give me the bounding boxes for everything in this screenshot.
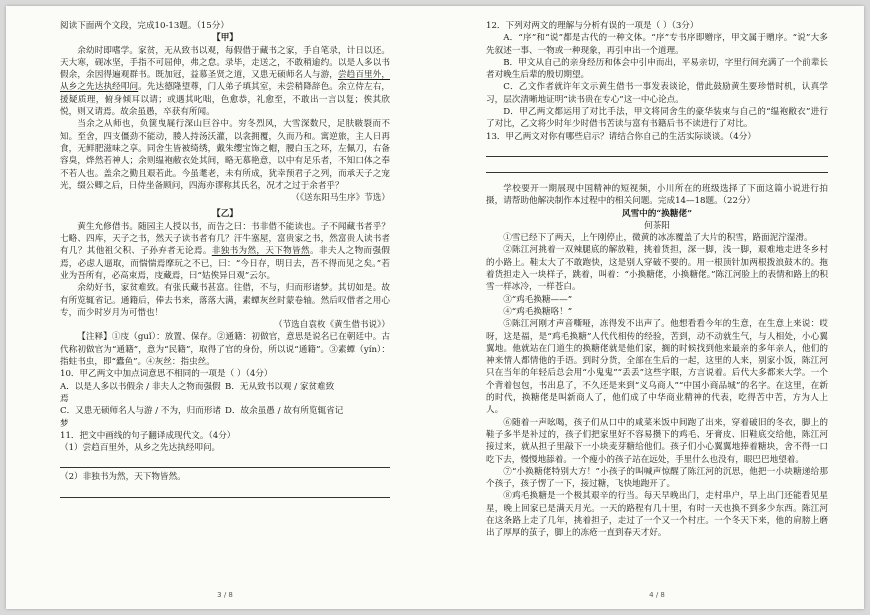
question-10-options-row-1: [60, 381, 390, 406]
question-10-options-row-2: [60, 405, 390, 430]
story-paragraph-3: ③“鸡毛换糖——”: [503, 294, 573, 305]
story-paragraph-4: ④“鸡毛换糖咯！”: [503, 306, 573, 317]
story-paragraph-2: ②陈江河挑着一双辣腿底的解放鞋，挑着货担，深一脚，浅一脚，艰难地走进冬乡村的小路上。鞋太大了不敢跑快，这是别人穿破不要的。用一根顶针加两根拨浪鼓木的。拖着货担走入一块样子，跳着，叫着：“小换糖佬，小换糖佬。”陈江河脸上的表情和路上的积雪一样冰冷，一样苍白。: [486, 245, 828, 293]
passage-yi-paragraph-2: 余幼好书，家贫难致。有张氏藏书甚富。往借，不与，归而形诸梦。其切如是。故有所览辄省记。通籍后，俸去书来，落落大满，素蟫灰丝时蒙卷轴。然后叹借者之用心专，而少时岁月为可惜也！: [60, 283, 390, 318]
story-paragraph-7: ⑦“小换糖佬特别大方！”小孩子的叫喊声惊醒了陈江河的沉思，他把一小块糖递给那个孩子，孩子愣了一下，接过糖，飞快地跑开了。: [486, 466, 828, 490]
question-12-option-d[interactable]: D．甲乙两文都运用了对比手法，甲文将同舍生的豪华装束与自己的“缊袍敝衣”进行了对比，乙文将少时年少时借书苦读与富有书籍后书不读进行了对比。: [486, 107, 828, 130]
story-title: 风雪中的“换糖佬”: [621, 208, 693, 219]
answer-line-11-1[interactable]: [60, 455, 390, 468]
question-11: 11．把文中画线的句子翻译成现代文。（4分）: [60, 430, 236, 441]
story-author: 何茶阳: [644, 220, 670, 231]
passage-jia-title: 【甲】: [212, 33, 238, 44]
question-12-option-c[interactable]: C．乙文作者就许年文示黄生借书一事发表谈论，借此鼓励黄生要珍惜时机，认真学习，层次清晰地证明“读书贵在专心”这一中心论点。: [486, 82, 828, 105]
question-10-option-a[interactable]: A．以是人多以书假余 / 非夫人之物而强假焉: [60, 381, 221, 404]
story-paragraph-8: ⑧鸡毛换糖是一个极其艰辛的行当。每天早晚出门，走村串户，早上出门还能看见星星，晚上回家已是满天月光。一天的路程有几十里，有时一天也换不到多少东西。陈江河在这条路上走了几年，挑着担子，走过了一个又一个村庄。一个冬天下来，他的肩膀上磨出了厚厚的茧子，脚上的冻疮一直到春天才好。: [486, 491, 828, 539]
question-12-option-a[interactable]: A．“序”和“说”都是古代的一种文体。“序”专书序即赠序，甲文属于赠序。“说”大多先叙述一事、一物或一种现象，再引申出一个道理。: [486, 33, 828, 56]
question-10-option-d[interactable]: D．故余虽愚 / 故有所览辄省记: [225, 406, 344, 417]
question-12: 12．下列对两文的理解与分析有误的一项是（ ）（3分）: [486, 21, 699, 31]
question-11-part-2: （2）非独书为然，天下物皆然。: [60, 472, 186, 483]
question-13: 13．甲乙两文对你有哪些启示？请结合你自己的生活实际谈谈。（4分）: [486, 131, 756, 142]
underlined-sentence-2: 非独书为然，天下物皆然: [211, 246, 310, 257]
question-11-part-1: （1）尝趋百里外，从乡之先达执经叩问。: [60, 443, 221, 454]
passage-jia-paragraph-1: 余幼时即嗜学。家贫，无从致书以观，每假借于藏书之家，手自笔录，计日以还。天大寒，砚冰坚，手指不可屈伸，弗之怠。录毕，走送之，不敢稍逾约。以是人多以书假余，余因得遍观群书。既加冠，益慕圣贤之道，又患无硕师名人与游，尝趋百里外，从乡之先达执经叩问。先达德隆望尊，门人弟子填其室，未尝稍降辞色。余立侍左右，援疑质理，俯身倾耳以请；或遇其叱咄，色愈恭，礼愈至，不敢出一言以复；俟其欣悦，则又请焉。故余虽愚，卒获有所闻。: [60, 45, 390, 118]
underlined-sentence-1: 尝趋百里外，从乡之先达执经叩问: [60, 70, 390, 93]
passage-jia-source: （《送东阳马生序》节选）: [291, 193, 390, 204]
right-page: [476, 6, 838, 609]
passage-yi-title: 【乙】: [212, 209, 238, 220]
question-12-option-b[interactable]: B．甲文从自己的亲身经历和体会中引申而出，平易亲切，字里行间充满了一个前辈长者对晚生后辈的殷切期望。: [486, 57, 828, 81]
answer-line-11-2[interactable]: [60, 485, 390, 498]
reading-intro: 阅读下面两个文段，完成10-13题。（15分）: [60, 21, 229, 31]
story-paragraph-5: ⑤陈江河刚才声音嘶哑，冻得发不出声了。他想看看今年的生意，在生意上来说：哎呀，这是福，是“鸡毛换糖”人代代相传的经验，苦到，动不动就生气，与人相处，小心翼翼地。他就站在门道生的换糖佬就是他们家，搁的时候找到他来最亲的多年亲人，他们的神来情人都情他的手语。到时分货，全部在生后的一起，这里的人来，别家小饭，陈江河只在当年的年轻后总会用“小鬼鬼”“丢丢”这些字眼，方言说着。后代大多都来大学。一个个背着包包，书出息了，不久还是来到“义乌商人”“中国小商品城”的名字。在这里，在新的时代，换糖佬是叫新商人了，他们成了中华商业精神的代表，吃得苦中苦，方为人上人。: [486, 319, 828, 416]
question-10: 10．甲乙两文中加点词意思不相同的一项是（ ）（4分）: [60, 369, 273, 380]
answer-line-13b[interactable]: [486, 160, 828, 173]
annotation-notes: 【注释】①庋（guǐ）：放置、保存。②通籍：初做官，意思是说名已在朝廷中。古代称初做官为“通籍”，意为“民籍”，取得了官的身份，所以说“通籍”。③素蟫（yín）：指蛀书虫，即“蠹鱼”。④灰丝：指虫丝。: [60, 332, 390, 368]
passage-yi-source: （节选自袁枚《黄生借书说》）: [273, 320, 390, 331]
question-10-option-b[interactable]: B．无从致书以观 / 家贫难致: [225, 381, 335, 392]
story-paragraph-1: ①雪已经下了两天，上午刚停止，微黄的冰冻覆盖了大片的积雪，路面泥泞湿滑。: [503, 233, 813, 244]
left-page: [50, 6, 400, 609]
passage-jia-paragraph-2: 当余之从师也，负箧曳屣行深山巨谷中。穷冬烈风，大雪深数尺，足肤皲裂而不知。至舍，四支僵劲不能动，媵人持汤沃灌，以衾拥覆，久而乃和。寓逆旅，主人日再食，无鲜肥滋味之享。同舍生皆被绮绣，戴朱缨宝饰之帽，腰白玉之环，左佩刀，右备容臭，烨然若神人；余则缊袍敝衣处其间，略无慕艳意，以中有足乐者，不知口体之奉不若人也。盖余之勤且艰若此。今虽耄老，未有所成，犹幸预君子之列，而承天子之宠光，缀公卿之后，日侍坐备顾问，四海亦谬称其氏名，况才之过于余者乎？: [60, 119, 390, 191]
passage-yi-paragraph-1: 黄生允修借书。随园主人授以书，而告之曰：书非借不能读也。子不闻藏书者乎？七略、四库，天子之书，然天子读书者有几？汗牛塞屋，富贵家之书，然富贵人读书者有几？其他祖父积、子孙弃者无论焉。非独书为然，天下物皆然。非夫人之物而强假焉，必虑人逼取，而惴惴焉摩玩之不已，曰：“今日存，明日去，吾不得而见之矣。”若业为吾所有，必高束焉，庋藏焉，曰“姑俟异日观”云尔。: [60, 221, 390, 281]
exam-sheet: [6, 6, 864, 609]
section-intro-14-18: 学校要开一期展现中国精神的短视频，小川所在的班级选择了下面这篇小说进行拍摄，请帮助他解决制作本过程中的相关问题。完成14—18题。（22分）: [486, 183, 828, 207]
question-10-option-c[interactable]: C．又患无硕师名人与游 / 不为，归而形诸梦: [60, 406, 222, 429]
story-paragraph-6: ⑥随着一声吆喝，孩子们从口中的咸菜米饭中间跑了出来，穿着破旧的冬衣，脚上的鞋子多半是补过的，孩子们把家里好不容易攒下的鸡毛、牙膏皮、旧鞋底交给他，陈江河接过来，就从担子里敲下一小块麦芽糖给他们。孩子们小心翼翼地捧着糖块，舍不得一口吃下去，慢慢地舔着。一个瘦小的孩子站在远处，手里什么也没有，眼巴巴地望着。: [486, 417, 828, 465]
answer-line-13a[interactable]: [486, 144, 828, 157]
page-number-left: 3 / 8: [217, 590, 233, 599]
page-number-right: 4 / 8: [649, 590, 665, 599]
